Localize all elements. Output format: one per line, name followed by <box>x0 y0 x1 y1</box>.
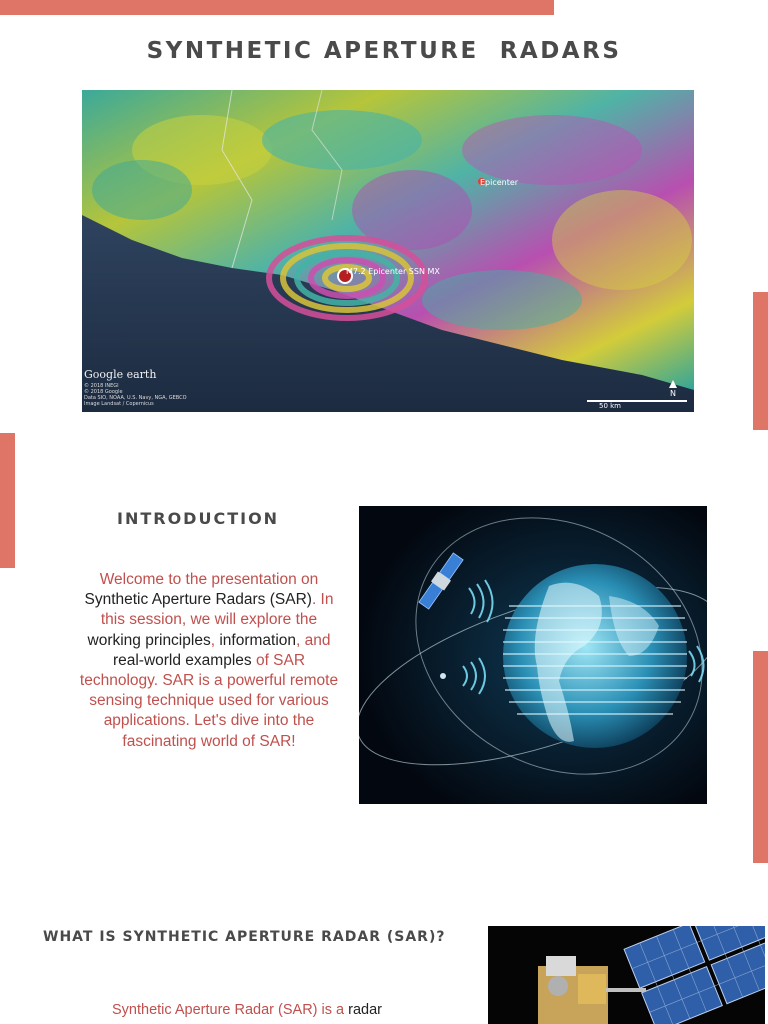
intro-text-dark: real-world examples <box>112 651 252 669</box>
intro-text: fascinating world of SAR! <box>122 732 296 750</box>
sar-satellite-image <box>488 926 765 1024</box>
intro-text: , <box>210 631 220 649</box>
top-accent-bar <box>0 0 554 15</box>
interferogram-map-image <box>82 90 694 412</box>
intro-heading: INTRODUCTION <box>117 509 280 528</box>
epicenter-label: Epicenter <box>480 178 519 187</box>
map-credits <box>84 383 187 407</box>
intro-text: this session, we will explore the <box>100 611 318 629</box>
intro-text: applications. Let's dive into the <box>103 712 315 730</box>
intro-text: . In <box>311 591 334 609</box>
right-accent-bar-2 <box>753 651 768 863</box>
google-earth-watermark: Google earth <box>84 368 157 381</box>
sar-text: Synthetic Aperture Radar (SAR) is a <box>112 1002 349 1018</box>
intro-text: Welcome to the presentation on <box>99 571 319 588</box>
globe-satellite-image <box>359 506 707 804</box>
credit-line: Image Landsat / Copernicus <box>84 401 154 407</box>
credit-line: © 2018 Google <box>84 389 123 395</box>
page-title: SYNTHETIC APERTURE RADARS <box>146 38 622 64</box>
credit-line: © 2018 INEGI <box>84 383 119 389</box>
left-accent-bar <box>0 433 15 568</box>
north-arrow-icon <box>669 380 677 388</box>
sar-text-dark: radar <box>348 1002 382 1018</box>
intro-paragraph <box>70 570 348 752</box>
intro-text-dark: information <box>219 631 297 649</box>
scale-label: 50 km <box>599 402 622 410</box>
right-accent-bar-1 <box>753 292 768 430</box>
intro-text: sensing technique used for various <box>89 692 329 710</box>
what-is-sar-heading: WHAT IS SYNTHETIC APERTURE RADAR (SAR)? <box>43 929 446 945</box>
intro-text: technology. SAR is a powerful remote <box>79 672 339 690</box>
intro-text-dark: working principles <box>87 631 211 649</box>
globe-icon <box>503 564 687 748</box>
north-label: N <box>670 389 676 398</box>
intro-text-dark: Synthetic Aperture Radars (SAR) <box>84 591 312 609</box>
what-is-sar-paragraph <box>112 1002 412 1018</box>
credit-line: Data SIO, NOAA, U.S. Navy, NGA, GEBCO <box>84 395 187 401</box>
intro-text: of SAR <box>251 651 306 669</box>
main-epicenter-label: M7.2 Epicenter SSN MX <box>346 267 440 276</box>
intro-text: , and <box>296 631 331 649</box>
